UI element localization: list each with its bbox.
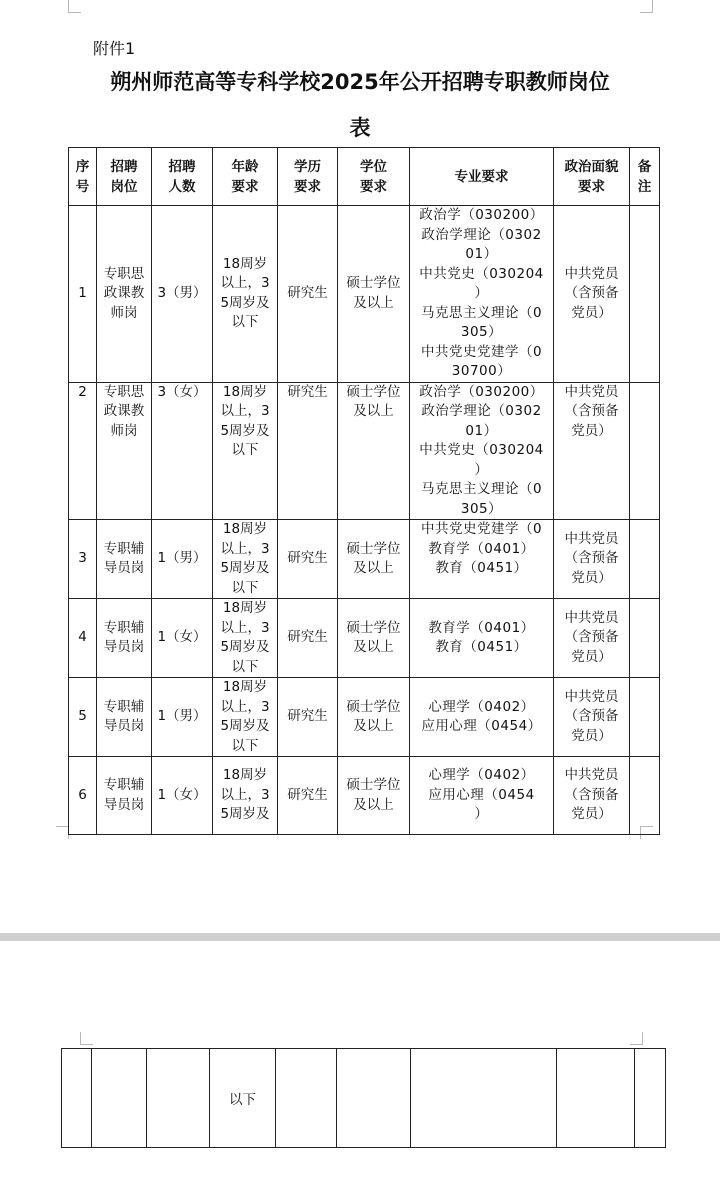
crop-mark xyxy=(630,1032,643,1045)
cell-age: 18周岁 以上，3 5周岁及 以下 xyxy=(213,599,278,678)
cell-remark xyxy=(630,678,660,757)
cell-age: 以下 xyxy=(210,1049,276,1148)
cell-remark xyxy=(630,599,660,678)
cell-seq: 4 xyxy=(69,599,97,678)
cell-major: 中共党史党建学（0 教育学（0401） 教育（0451） xyxy=(410,520,554,599)
cell-political: 中共党员 （含预备 党员） xyxy=(554,206,630,383)
cell-political: 中共党员 （含预备 党员） xyxy=(554,382,630,520)
crop-mark xyxy=(68,0,81,13)
cell-major: 政治学（030200） 政治学理论（0302 01） 中共党史（030204 ） 马克思主义理论（0 305） xyxy=(410,382,554,520)
page-title-continued: 表 xyxy=(349,116,371,140)
cell-education: 研究生 xyxy=(278,382,338,520)
cell-remark xyxy=(630,757,660,835)
cell-political: 中共党员 （含预备 党员） xyxy=(554,599,630,678)
cell-remark xyxy=(630,520,660,599)
cell-degree xyxy=(337,1049,411,1148)
cell-count: 3（女） xyxy=(152,382,213,520)
cell-degree: 硕士学位 及以上 xyxy=(338,520,410,599)
table-row xyxy=(69,678,660,757)
table-row xyxy=(69,206,660,383)
recruitment-table-continued xyxy=(61,1048,666,1148)
cell-political: 中共党员 （含预备 党员） xyxy=(554,520,630,599)
cell-degree: 硕士学位 及以上 xyxy=(338,206,410,383)
cell-count: 1（男） xyxy=(152,520,213,599)
cell-seq xyxy=(62,1049,92,1148)
cell-remark xyxy=(630,206,660,383)
table-row xyxy=(69,757,660,835)
cell-degree: 硕士学位 及以上 xyxy=(338,757,410,835)
cell-education: 研究生 xyxy=(278,520,338,599)
page-title: 朔州师范高等专科学校2025年公开招聘专职教师岗位 xyxy=(110,70,610,94)
cell-age: 18周岁 以上，3 5周岁及 以下 xyxy=(213,382,278,520)
header-degree: 学位 要求 xyxy=(338,148,410,206)
cell-count: 1（女） xyxy=(152,599,213,678)
cell-seq: 3 xyxy=(69,520,97,599)
cell-education: 研究生 xyxy=(278,599,338,678)
cell-post xyxy=(92,1049,147,1148)
cell-post: 专职辅 导员岗 xyxy=(97,520,152,599)
cell-age: 18周岁 以上，3 5周岁及 以下 xyxy=(213,206,278,383)
header-education: 学历 要求 xyxy=(278,148,338,206)
header-major: 专业要求 xyxy=(410,148,554,206)
cell-major: 政治学（030200） 政治学理论（0302 01） 中共党史（030204 ） 马克思主义理论（0 305） 中共党史党建学（0 30700） xyxy=(410,206,554,383)
cell-political: 中共党员 （含预备 党员） xyxy=(554,678,630,757)
cell-major xyxy=(411,1049,557,1148)
cell-post: 专职辅 导员岗 xyxy=(97,599,152,678)
table-row xyxy=(62,1049,666,1148)
header-seq: 序 号 xyxy=(69,148,97,206)
cell-count: 3（男） xyxy=(152,206,213,383)
cell-seq: 2 xyxy=(69,382,97,520)
cell-post: 专职思 政课教 师岗 xyxy=(97,382,152,520)
cell-degree: 硕士学位 及以上 xyxy=(338,382,410,520)
table-row xyxy=(69,520,660,599)
attachment-label: 附件1 xyxy=(93,39,136,58)
cell-seq: 1 xyxy=(69,206,97,383)
page-separator xyxy=(0,933,720,941)
cell-age: 18周岁 以上，3 5周岁及 以下 xyxy=(213,678,278,757)
cell-count xyxy=(147,1049,210,1148)
cell-degree: 硕士学位 及以上 xyxy=(338,678,410,757)
cell-remark xyxy=(635,1049,666,1148)
cell-post: 专职辅 导员岗 xyxy=(97,757,152,835)
crop-mark xyxy=(640,0,653,13)
cell-political xyxy=(557,1049,635,1148)
cell-seq: 6 xyxy=(69,757,97,835)
cell-major: 心理学（0402） 应用心理（0454） xyxy=(410,678,554,757)
table-row xyxy=(69,382,660,520)
table-header-row xyxy=(69,148,660,206)
header-remark: 备 注 xyxy=(630,148,660,206)
cell-age: 18周岁 以上，3 5周岁及 xyxy=(213,757,278,835)
crop-mark xyxy=(80,1032,93,1045)
cell-major: 心理学（0402） 应用心理（0454 ） xyxy=(410,757,554,835)
table-row xyxy=(69,599,660,678)
cell-education xyxy=(276,1049,337,1148)
cell-major: 教育学（0401） 教育（0451） xyxy=(410,599,554,678)
cell-education: 研究生 xyxy=(278,206,338,383)
cell-political: 中共党员 （含预备 党员） xyxy=(554,757,630,835)
cell-age: 18周岁 以上，3 5周岁及 以下 xyxy=(213,520,278,599)
cell-post: 专职思 政课教 师岗 xyxy=(97,206,152,383)
header-count: 招聘 人数 xyxy=(152,148,213,206)
header-age: 年龄 要求 xyxy=(213,148,278,206)
recruitment-table xyxy=(68,147,660,835)
cell-remark xyxy=(630,382,660,520)
header-post: 招聘 岗位 xyxy=(97,148,152,206)
cell-seq: 5 xyxy=(69,678,97,757)
header-political: 政治面貌 要求 xyxy=(554,148,630,206)
cell-count: 1（男） xyxy=(152,678,213,757)
cell-degree: 硕士学位 及以上 xyxy=(338,599,410,678)
cell-post: 专职辅 导员岗 xyxy=(97,678,152,757)
cell-education: 研究生 xyxy=(278,678,338,757)
cell-education: 研究生 xyxy=(278,757,338,835)
cell-count: 1（女） xyxy=(152,757,213,835)
